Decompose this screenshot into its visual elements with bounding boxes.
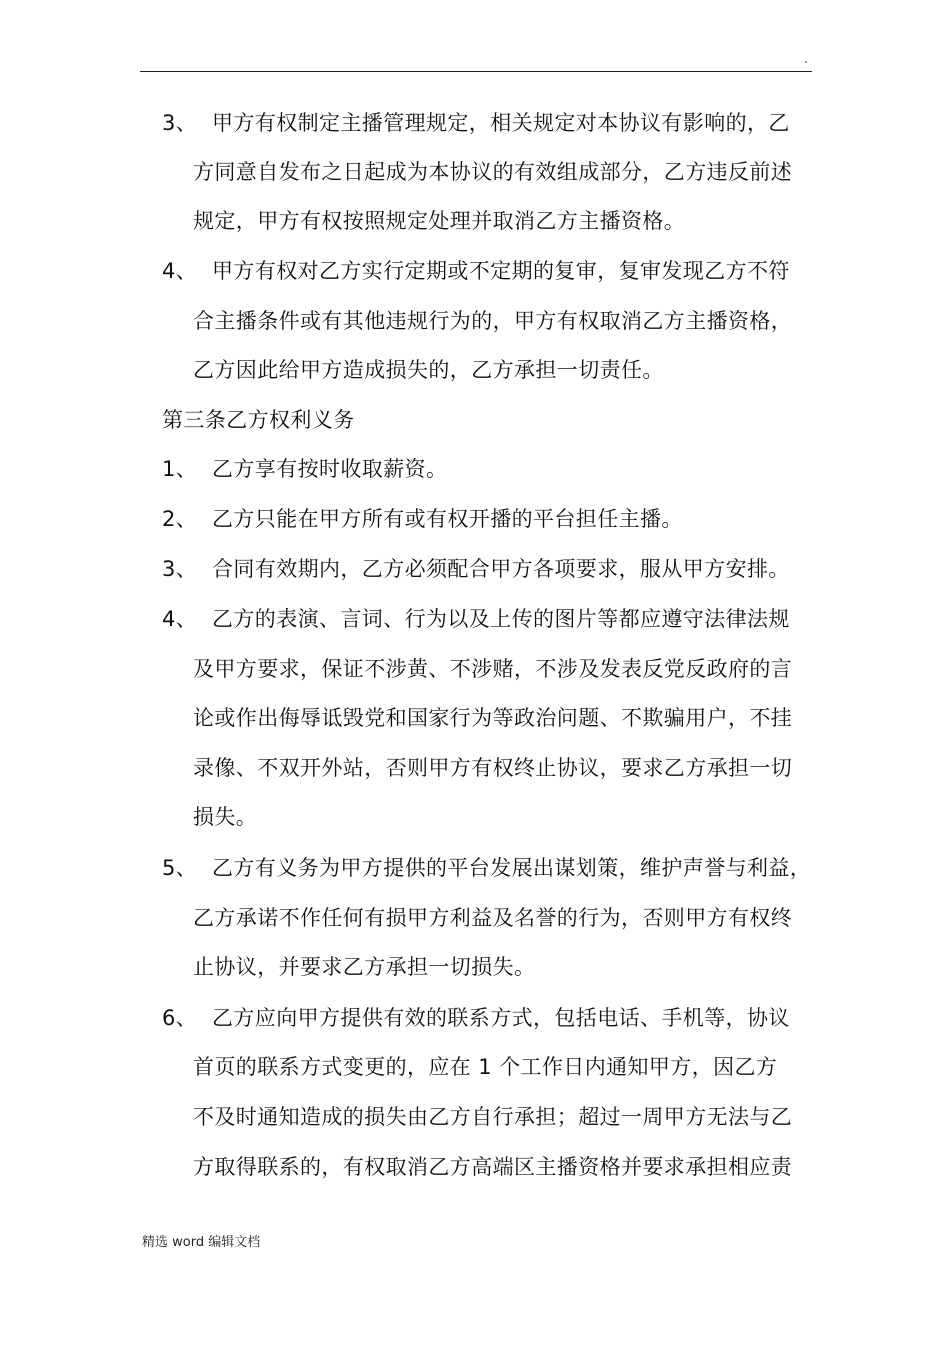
clause-text: 乙方承诺不作任何有损甲方利益及名誉的行为，否则甲方有权终 bbox=[193, 906, 793, 930]
clause-text: 录像、不双开外站，否则甲方有权终止协议，要求乙方承担一切 bbox=[193, 756, 793, 780]
clause-line bbox=[0, 693, 950, 743]
clause-line bbox=[0, 942, 950, 992]
clause-text: 首页的联系方式变更的，应在 1 个工作日内通知甲方，因乙方 bbox=[193, 1055, 778, 1079]
clause-number: 5、 bbox=[162, 856, 198, 880]
clause-text: 乙方有义务为甲方提供的平台发展出谋划策，维护声誉与利益， bbox=[212, 856, 812, 880]
clause-text: 甲方有权制定主播管理规定，相关规定对本协议有影响的，乙 bbox=[212, 111, 790, 135]
clause-text: 及甲方要求，保证不涉黄、不涉赌，不涉及发表反党反政府的言 bbox=[193, 657, 793, 681]
clause-line bbox=[0, 893, 950, 943]
clause-line bbox=[0, 544, 950, 594]
clause-line bbox=[0, 494, 950, 544]
clause-line bbox=[0, 594, 950, 644]
clause-line bbox=[0, 792, 950, 842]
clause-text: 甲方有权对乙方实行定期或不定期的复审，复审发现乙方不符 bbox=[212, 259, 790, 283]
clause-text: 规定，甲方有权按照规定处理并取消乙方主播资格。 bbox=[193, 209, 686, 233]
clause-line bbox=[0, 743, 950, 793]
clause-line bbox=[0, 196, 950, 246]
clause-line bbox=[0, 993, 950, 1043]
clause-line bbox=[0, 1142, 950, 1192]
clause-text: 合主播条件或有其他违规行为的，甲方有权取消乙方主播资格， bbox=[193, 309, 793, 333]
clause-text: 损失。 bbox=[193, 805, 258, 829]
clause-number: 4、 bbox=[162, 607, 198, 631]
clause-line bbox=[0, 345, 950, 395]
clause-line bbox=[0, 843, 950, 893]
clause-text: 乙方因此给甲方造成损失的，乙方承担一切责任。 bbox=[193, 358, 664, 382]
clause-number: 3、 bbox=[162, 557, 198, 581]
clause-line bbox=[0, 1092, 950, 1142]
page-footer: 精选 word 编辑文档 bbox=[142, 1235, 261, 1250]
clause-number: 1、 bbox=[162, 457, 198, 481]
clause-text: 止协议，并要求乙方承担一切损失。 bbox=[193, 955, 536, 979]
header-mark: . bbox=[804, 52, 808, 66]
clause-line bbox=[0, 246, 950, 296]
clause-line bbox=[0, 98, 950, 148]
clause-number: 6、 bbox=[162, 1006, 198, 1030]
clause-line bbox=[0, 644, 950, 694]
clause-line bbox=[0, 147, 950, 197]
clause-text: 乙方只能在甲方所有或有权开播的平台担任主播。 bbox=[212, 507, 683, 531]
clause-text: 乙方应向甲方提供有效的联系方式，包括电话、手机等，协议 bbox=[212, 1006, 790, 1030]
section-heading-line bbox=[0, 395, 950, 445]
clause-line bbox=[0, 444, 950, 494]
section-heading: 第三条乙方权利义务 bbox=[162, 408, 355, 432]
clause-text: 乙方享有按时收取薪资。 bbox=[212, 457, 448, 481]
clause-line bbox=[0, 1042, 950, 1092]
clause-text: 方同意自发布之日起成为本协议的有效组成部分，乙方违反前述 bbox=[193, 160, 793, 184]
clause-text: 论或作出侮辱诋毁党和国家行为等政治问题、不欺骗用户，不挂 bbox=[193, 706, 793, 730]
clause-number: 3、 bbox=[162, 111, 198, 135]
clause-text: 不及时通知造成的损失由乙方自行承担；超过一周甲方无法与乙 bbox=[193, 1105, 793, 1129]
clause-number: 4、 bbox=[162, 259, 198, 283]
clause-text: 乙方的表演、言词、行为以及上传的图片等都应遵守法律法规 bbox=[212, 607, 790, 631]
clause-number: 2、 bbox=[162, 507, 198, 531]
clause-line bbox=[0, 296, 950, 346]
clause-text: 方取得联系的，有权取消乙方高端区主播资格并要求承担相应责 bbox=[193, 1155, 793, 1179]
clause-text: 合同有效期内，乙方必须配合甲方各项要求，服从甲方安排。 bbox=[212, 557, 790, 581]
header-rule bbox=[140, 71, 812, 72]
